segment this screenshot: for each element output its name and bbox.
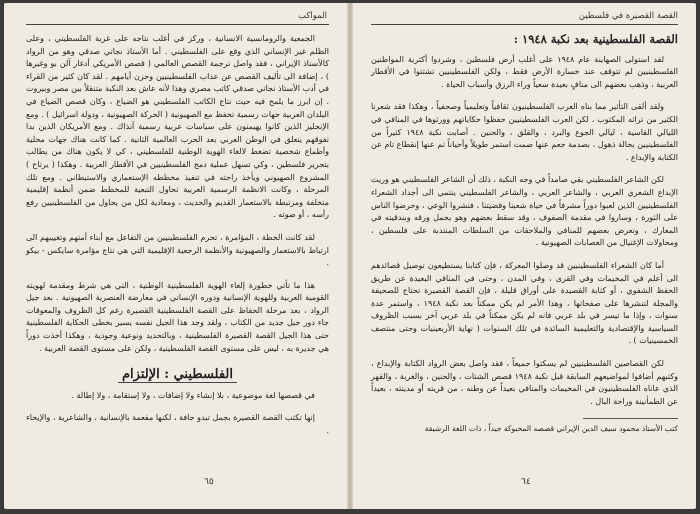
running-head-right: القصة القصيرة في فلسطين [578,11,678,21]
section-title: القصة الفلسطينية بعد نكبة ١٩٤٨ : [513,32,678,46]
paragraph: الجمعية والرومانسية الانسانية ، وركز في أغلب نتاجه على غربة الفلسطيني ، وعلى الظلم غير الإنساني الذي وقع على الفلسطيني . أما الأستاذ نجاتي صدقي وهو من الرواد كالأستاذ الإيراني ، فقد واصل ترجمة القصص العالمي ( قصص الأمريكي أدغار آلن بو وغيرها ) ، إضافة الى تأليف القصص عن عذاب الفلسطينيين وحزن أيامهم . لقد كان كثير من القراء في أدب الأستاذ نجاتي صدقي كاتب مصري وهذا لأنه عاش بعد النكبة متنقلاً بين مصر وبيروت . إن ابرز ما يلمح فيه حيث نتاج الكاتب الفلسطيني هو الضياع ، وكان قصص الضياع في البلدان العربية جهات رسمية تحفظ مع الصهيونية ( الحركة الصهيونية ، ودولة اسرائيل ) . ومع الإنجليز الذين كانوا يهيمنون على سياسات عربية رسمية آنذاك . ومع الأمريكان الذين بدا تفوقهم يتعلق في الوطن العربي بعد الحرب العالمية الثانية . كما كانت هناك جهات محلية وأطماع شخصية تضغط لالغاء الهوية الوطنية للفلسطيني ، كي لا يكون هناك من يطالب بتحرير فلسطين ، وكي تسهل عملية دمج الفلسطينيين في الأقطار العربية . وهكذا ( يرتاح ) المشروع الصهيوني ويأخذ راحته في تنفيذ مخططه الإستعماري والاستيطاني . ومع تلك المرحلة ، وكانت الانظمة الرسمية العربية تحاول التبعية للمخطط ضمن أنظمة إقليمية متخلفة ومرتبطة بالاستعمار القديم والحديث ، ومعادية لكل من يحاول من الفلسطينيين رفع رأسه ، أو صوته . [26,34,329,220]
paragraph: لكن الشاعر الفلسطيني بقي صامداً في وجه النكبة ، ذلك أن الشاعر الفلسطيني هو وريث الإبداع الشعري العربي ، والشاعر العربي ، والشاعر الفلسطيني ينتمي الى أجداد الشعراء الفلسطينيين الذين لعبوا دوراً مشرفاً في حياة شعبنا وقضيتنا ، فنشروا الوعي ، وحرضوا الناس على الثورة ، وساروا في مقدمة الصفوف ، وقد سقط بعضهم وهو يحمل ورقه وبندقيته في المعارك ، وتعرض بعضهم للمنافي والملاحقات من السلطات المنتدبة على فلسطين ، ومحاولات الإغتيال من العصابات الصهيونية . [371,175,678,248]
page-number-left: ٦٥ [204,477,214,487]
book-spread [4,3,696,509]
section-subtitle [26,369,329,382]
paragraph: إنها تكتب القصة القصيرة بجمل تبدو جافة ، لكنها مفعمة بالإنسانية ، والشاعرية ، والإيحاء . [26,413,329,436]
running-head-left: المواكب [297,11,327,21]
left-page [4,3,347,509]
paragraph: أما كان الشعراء الفلسطينيين قد وصلوا المعركة ، فإن كتابنا يستطيعون توصيل قصائدهم الى أعلم في المخيمات وفي القرى ، وفي المدن ، وحتى في المنافي البعيدة عن طريق الحفظ الشفوي ، أو كتابة القصيدة على أوراق قليلة ، فإن القصة القصيرة تحتاج للصحيفة والمجلة لتنشرها على صفحاتها ، وهذا الأمر لم يكن ممكناً بعد نكبة ١٩٤٨ ، واستمر عدة سنوات ، وإذا ما تيسر في بلد عربي فانه لم يكن ممكناً في بلد عربي آخر بسبب الظروف السياسية والإقتصادية والتعليمية السائدة في تلك السنوات ( نهاية الأربعينيات وحتى منتصف الخمسينيات ) . [371,260,678,346]
right-page-body [371,27,678,446]
paragraph: لقد استولى الصهاينة عام ١٩٤٨ على أغلب أرض فلسطين ، وشردوا أكثرية المواطنين الفلسطينيين لم تتوقف عند خسارة الأرض فقط ، ولكن الفلسطينيين تشتتوا في الأقطار العربية ، وذهب بعضهم الى منافٍ بعيدة سعياً وراء الرزق وأسباب الحياة . [371,54,678,89]
left-page-body [26,33,329,448]
paragraph: في قصصها لغة موضوعية ، بلا إنشاء ولا إضافات ، ولا إستقامة ، ولا إطالة . [71,390,315,400]
footnote: كتب الأستاذ محمود سيف الدين الإيراني قصصه المحبوكة جيداً ، ذات اللغة الرشيقة [424,424,678,434]
paragraph: ولقد ألقى التأثير مما بناه العرب الفلسطينيون ثقافياً وتعليمياً وصحفياً ، وهكذا فقد شعرنا الكثير من تراثه المكتوب ، لكن العرب الفلسطينيين حفظوا حكاياتهم وورثوها في المنافي في الليالي القاسية ، ليالي الجوع والبرد ، والقلق ، والحنين . أصابت نكبة ١٩٤٨ كثيراً من الفلسطينيين بحالة ذهول ، بصدمة جعم عنها صمت استمر طويلاً وأحياناً تم عنها إنقطاع تام عن الكتابة والإبداع . [371,102,678,162]
paragraph: لكن القصاصين الفلسطينيين لم يسكتوا جميعاً ، فقد واصل بعض الرواد الكتابة والإبداع ، وكتبهم أضافوا لمواضيعهم السابقة قبل نكبة ١٩٤٨ قصص الشتات ، والحنين ، والغربة ، والقهر الذي عاناه الفلسطينيون في المخيمات والمنافي بعيداً عن وطنه ، من قريته أو مدينته ، بعيداً عن الطمأنينة وراحة البال . [371,359,678,406]
header-rule-right [371,24,678,25]
paragraph: لقد كانت الخطة ، المؤامرة ، تحرم الفلسطينيين من التفاعل مع أبناء أمتهم وتغييبهم الى ارتباط بالاستعمار والصهيونية والأنظمة الرجعية الإقليمية التي هي نتاج مؤامرة سايكس - بيكو . [26,232,329,268]
section-subtitle-text: الفلسطيني : الإلتزام [118,367,237,383]
page-number-right: ٦٤ [521,477,531,487]
header-rule-left [26,24,329,25]
footnote-rule [583,418,678,419]
right-page [353,3,696,509]
paragraph: هذا ما تأتي خطورة إلغاء الهوية الفلسطينية الوطنية ، التي هي شرط ومقدمة لهويته القومية العربية وللهوية الإنسانية ودوره الإنساني في معارضة العنصرية الصهيونية . بعد جيل الرواد ، بعد مرحلة الحفاظ على القصة الفلسطينية القصيرة رغم كل الظروف والمعوقات جاء دور جيل جديد من الكتاب ، ولقد وجد هذا الجيل نفسه يسير بخطى الحكاية الفلسطينية حتى هذا الجيل القصة القصيرة الفلسطينية ، وبالتحديد ونوعية وجودية ، وهكذا أخذت دوراً هي جديرة به ، ليس على مستوى القصة الفلسطينية ، ولكن على مستوى القصة العربية . [26,280,329,353]
